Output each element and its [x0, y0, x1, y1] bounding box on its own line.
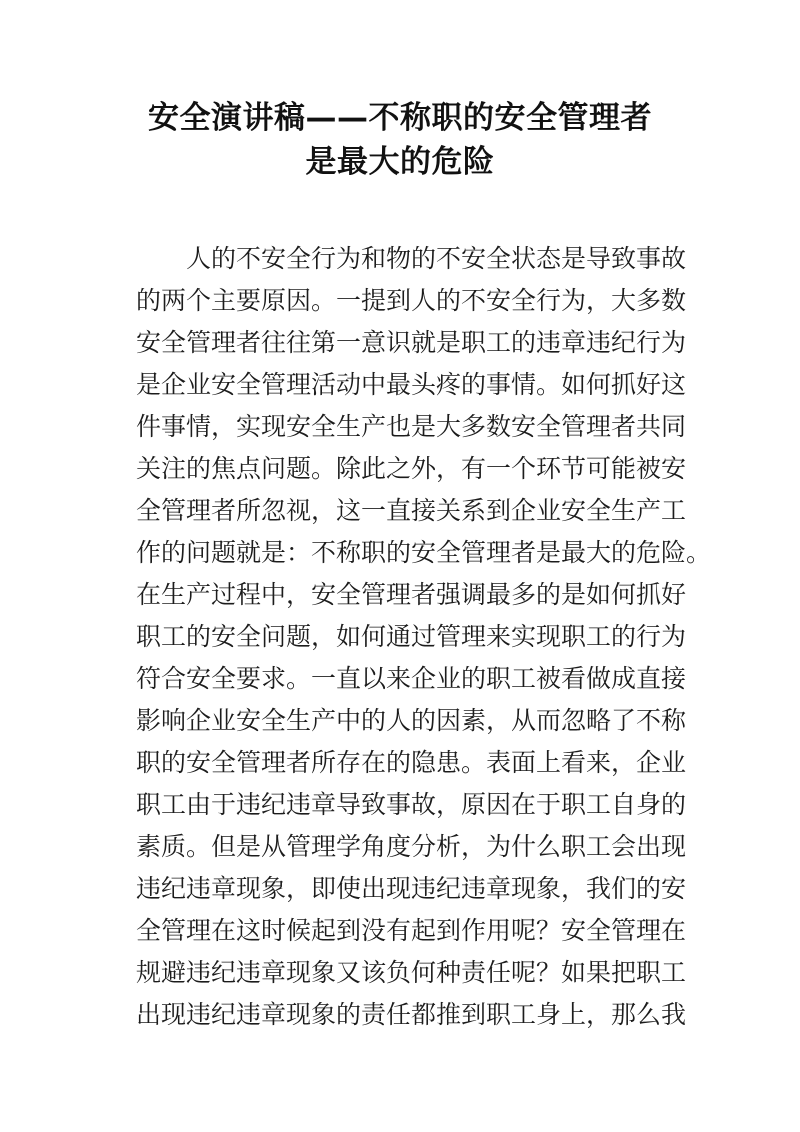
text-line: 职工由于违纪违章导致事故，原因在于职工自身的 [136, 790, 687, 819]
text-line: 人的不安全行为和物的不安全状态是导致事故 [186, 244, 687, 273]
title-line-1: 安全演讲稿——不称职的安全管理者 [148, 100, 652, 136]
text-line: 关注的焦点问题。除此之外，有一个环节可能被安 [136, 454, 687, 483]
text-line: 作的问题就是：不称职的安全管理者是最大的危险。 [136, 538, 712, 567]
text-line: 规避违纪违章现象又该负何种责任呢？如果把职工 [136, 958, 687, 987]
document-title [0, 96, 800, 184]
title-line-2: 是最大的危险 [305, 144, 495, 180]
text-line: 素质。但是从管理学角度分析，为什么职工会出现 [136, 832, 687, 861]
text-line: 安全管理者往往第一意识就是职工的违章违纪行为 [136, 328, 687, 357]
text-line: 是企业安全管理活动中最头疼的事情。如何抓好这 [136, 370, 687, 399]
text-line: 违纪违章现象，即使出现违纪违章现象，我们的安 [136, 874, 687, 903]
text-line: 在生产过程中，安全管理者强调最多的是如何抓好 [136, 580, 687, 609]
text-line: 全管理在这时候起到没有起到作用呢？安全管理在 [136, 916, 687, 945]
text-line: 出现违纪违章现象的责任都推到职工身上，那么我 [136, 1000, 687, 1029]
text-line: 全管理者所忽视，这一直接关系到企业安全生产工 [136, 496, 687, 525]
text-line: 符合安全要求。一直以来企业的职工被看做成直接 [136, 664, 687, 693]
body-paragraph [136, 238, 712, 1036]
text-line: 件事情，实现安全生产也是大多数安全管理者共同 [136, 412, 687, 441]
text-line: 影响企业安全生产中的人的因素，从而忽略了不称 [136, 706, 687, 735]
text-line: 的两个主要原因。一提到人的不安全行为，大多数 [136, 286, 687, 315]
text-line: 职工的安全问题，如何通过管理来实现职工的行为 [136, 622, 687, 651]
text-line: 职的安全管理者所存在的隐患。表面上看来，企业 [136, 748, 687, 777]
